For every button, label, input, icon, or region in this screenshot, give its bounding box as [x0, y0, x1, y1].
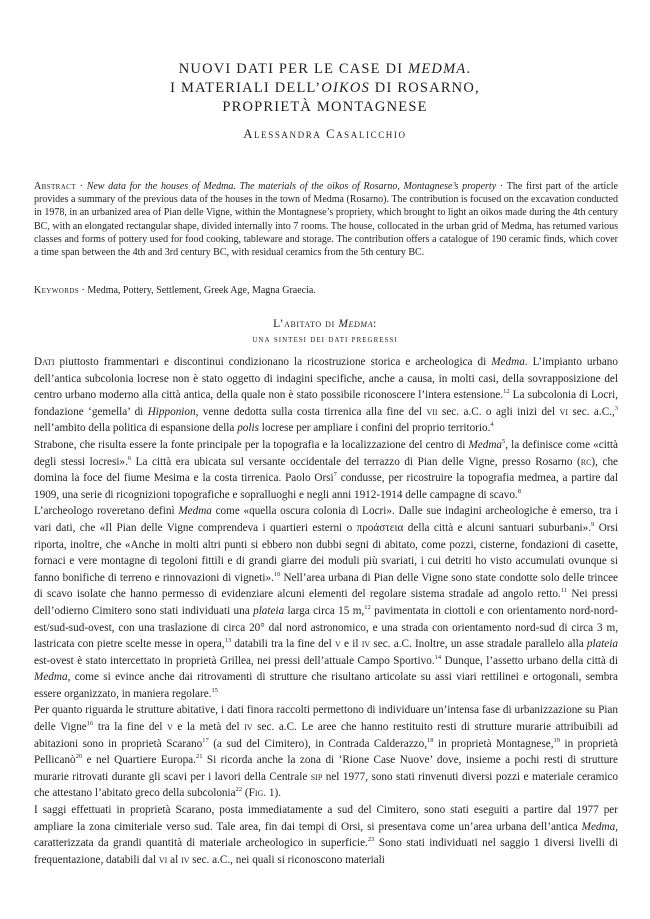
footnote-ref: 3 — [614, 404, 618, 412]
footnote-ref: 15 — [211, 686, 218, 694]
footnote-ref: 9 — [591, 520, 595, 528]
footnote-ref: 18 — [427, 736, 434, 744]
paragraph-4: Per quanto riguarda le strutture abitative, i dati finora raccolti permettono di individuare un’intensa fase di urbanizzazione su Pian delle Vigne$^{16}$ tra la fine del v e la metà del iv sec. a.C. Le aree che hanno restituito resti di strutture murarie attribuibili ad abitazioni sono in proprietà Scarano$^{17}$ (a sud del Cimitero), in Contrada Calderazzo,$^{18}$ in proprietà Montagnese,$^{19}$ in proprietà Pellicanò$^{20}$ e nel Quartiere Europa.$^{21}$ Si ricorda anche la zona di ‘Rione Case Nuove’ dove, insieme a pochi resti di strutture murarie ritrovati durante gli scavi per i lavori della Centrale sip nel 1977, sono stati rinvenuti diversi pozzi e materiale ceramico che attestano l’abitato greco della subcolonia$^{22}$ (Fig. 1). — [34, 704, 619, 800]
footnote-ref: 22 — [235, 786, 243, 794]
drop-word: Dati — [34, 356, 55, 368]
footnote-ref: 23 — [367, 836, 375, 844]
title-line-3: PROPRIETÀ MONTAGNESE — [222, 99, 428, 115]
keywords — [34, 285, 618, 296]
footnote-ref: 21 — [195, 753, 203, 761]
paragraph-5: I saggi effettuati in proprietà Scarano, posta immediatamente a sud del Cimitero, sono stati eseguiti a partire dal 1977 per ampliare la zona cimiteriale verso sud. Tale area, fin dai tempi di Orsi, si presentava come un’area urbana dell’antica Medma, caratterizzata da grandi quantità di materiale archeologico in superficie.$^{23}$ Sono stati individuati nel saggio 1 diversi livelli di frequentazione, databili dal vi al iv sec. a.C., nei quali si riconoscono materiali — [34, 804, 618, 866]
footnote-ref: 6 — [127, 454, 132, 462]
title-line-1: NUOVI DATI PER LE CASE DI MEDMA. — [178, 61, 472, 77]
footnote-ref: 14 — [434, 653, 442, 661]
footnote-ref: 10 — [273, 570, 281, 578]
footnote-ref: 12 — [364, 603, 371, 611]
section-heading: L’abitato di Medma: — [273, 318, 377, 330]
keywords-text: · Medma, Pottery, Settlement, Greek Age, Magna Graecia. — [79, 285, 316, 296]
abstract-label: Abstract — [34, 181, 76, 192]
footnote-ref: 13 — [224, 637, 232, 645]
paragraph-2: Strabone, che risulta essere la fonte principale per la topografia e la localizzazione del centro di Medma$^5$, la definisce come «città degli stessi locresi».$^6$ La città era ubicata sul versante occidentale del terrazzo di Pian delle Vigne, presso Rosarno (rc), che domina la foce del fiume Mesima e la costa tirrenica. Paolo Orsi$^7$ condusse, per ricostruire la topografia medmea, a partire dal 1909, una serie di ricognizioni topografiche e sopralluoghi e negli anni 1912-1914 delle campagne di scavo.$^8$ — [34, 437, 618, 501]
body-text — [34, 354, 618, 868]
footnote-ref: 17 — [202, 736, 209, 744]
footnote-ref: 1 — [503, 388, 507, 396]
abstract-english-title: New data for the houses of Medma. The materials of the oikos of Rosarno, Montagnese’s property — [86, 181, 497, 192]
footnote-ref: 16 — [86, 720, 94, 728]
footnote-ref: 5 — [502, 437, 506, 445]
abstract-text: · The first part of the article provides a summary of the previous data of the houses in the town of Medma (Rosarno). The contribution is focused on the excavation conducted in 1978, in an urbanized area of Pian delle Vigne, within the Montagnese’s propriety, which brought to light an oikos made during the 4th century BC, with an elongated rectangular shape, divided internally into 7 rooms. The house, collocated in the urban grid of Medma, has returned various classes and forms of pottery used for food cooking, tableware and storage. The contribution offers a catalogue of 190 ceramic finds, which cover a time span between the 4th and 3rd century BC, with residual ceramics from the 5th century BC. — [34, 181, 618, 259]
footnote-ref: 11 — [560, 587, 568, 595]
footnote-ref: 20 — [75, 753, 83, 761]
paragraph-1: Dati piuttosto frammentari e discontinui condizionano la ricostruzione storica e archeologica di Medma. L’impianto urbano dell’antica subcolonia locrese non è stato oggetto di indagini specifiche, anche a causa, in molti casi, della sovrapposizione del centro urbano moderno alla città antica, della quale non è stato possibile riconoscere l’intera estensione.$^{12}$ La subcolonia di Locri, fondazione ‘gemella’ di Hipponion, venne dedotta sulla costa tirrenica alla fine del vii sec. a.C. o agli inizi del vi sec. a.C.,$^3$ nell’ambito della politica di espansione della polis locrese per ampliare i confini del proprio territorio.$^4$ — [34, 356, 619, 435]
footnote-ref: 4 — [490, 421, 494, 429]
article-title — [0, 60, 650, 117]
figure-ref[interactable]: Fig — [248, 787, 264, 800]
footnote-ref: 2 — [506, 388, 510, 396]
title-line-2: I MATERIALI DELL’OIKOS DI ROSARNO, — [170, 80, 480, 96]
section-subheading: una sintesi dei dati pregressi — [252, 335, 398, 345]
footnote-ref: 8 — [517, 487, 521, 495]
footnote-ref: 7 — [333, 471, 337, 479]
keywords-label: Keywords — [34, 285, 80, 296]
footnote-ref: 19 — [553, 736, 560, 744]
paragraph-3: L’archeologo roveretano definì Medma come «quella oscura colonia di Locri». Dalle sue indagini archeologiche è emerso, tra i vari dati, che «Il Pian delle Vigne comprendeva i quartieri esterni o προάστεια della città e alcuni santuari suburbani».$^9$ Orsi riporta, inoltre, che «Anche in molti altri punti si ebbero non dubbi segni di abitato, come pozzi, cisterne, fondazioni di casette, fornaci e vere montagne di tegoloni fittili e di grandi giarre dei moduli più svariati, i cui detriti ho visto accumulati ovunque si fanno bonifiche di terreno e rinnovazioni di vigneti».$^{10}$ Nell’area urbana di Pian delle Vigne sono state condotte solo delle trincee di scavo isolate che hanno permesso di evidenziare alcuni elementi del regolare sistema stradale ad angolo retto.$^{11}$ Nei pressi dell’odierno Cimitero sono stati individuati una plateia larga circa 15 m,$^{12}$ pavimentata in ciottoli e con orientamento nord-nord-est/sud-sud-ovest, con una traslazione di circa 20° dal nord astronomico, e una strada con orientamento nord-sud di circa 3 m, lastricata con pietre scelte messe in opera,$^{13}$ databili tra la fine del v e il iv sec. a.C. Inoltre, un asse stradale parallelo alla plateia est-ovest è stato intercettato in proprietà Grillea, nei pressi dell’attuale Campo Sportivo.$^{14}$ Dunque, l’assetto urbano della città di Medma, come si evince anche dai ritrovamenti di strutture che risultano articolate su assi viari rettilinei e ortogonali, sembra essere organizzato, in maniera regolare.$^{15}$ — [34, 505, 619, 700]
author-name: Alessandra Casalicchio — [243, 127, 407, 141]
abstract: Abstract · New data for the houses of Medma. The materials of the oikos of Rosarno, Montagnese’s property · The first part of the article provides a summary of the previous data of the houses in the town of Medma (Rosarno). The contribution is focused on the excavation conducted in 1978, in an urbanized area of Pian delle Vigne, within the Montagnese’s propriety, which brought to light an oikos made during the 4th century BC, with an elongated rectangular shape, divided internally into 7 rooms. The house, collocated in the urban grid of Medma, has returned various classes and forms of pottery used for food cooking, tableware and storage. The contribution offers a catalogue of 190 ceramic finds, which cover a time span between the 4th and 3rd century BC, with residual ceramics from the 5th century BC. — [34, 181, 618, 259]
